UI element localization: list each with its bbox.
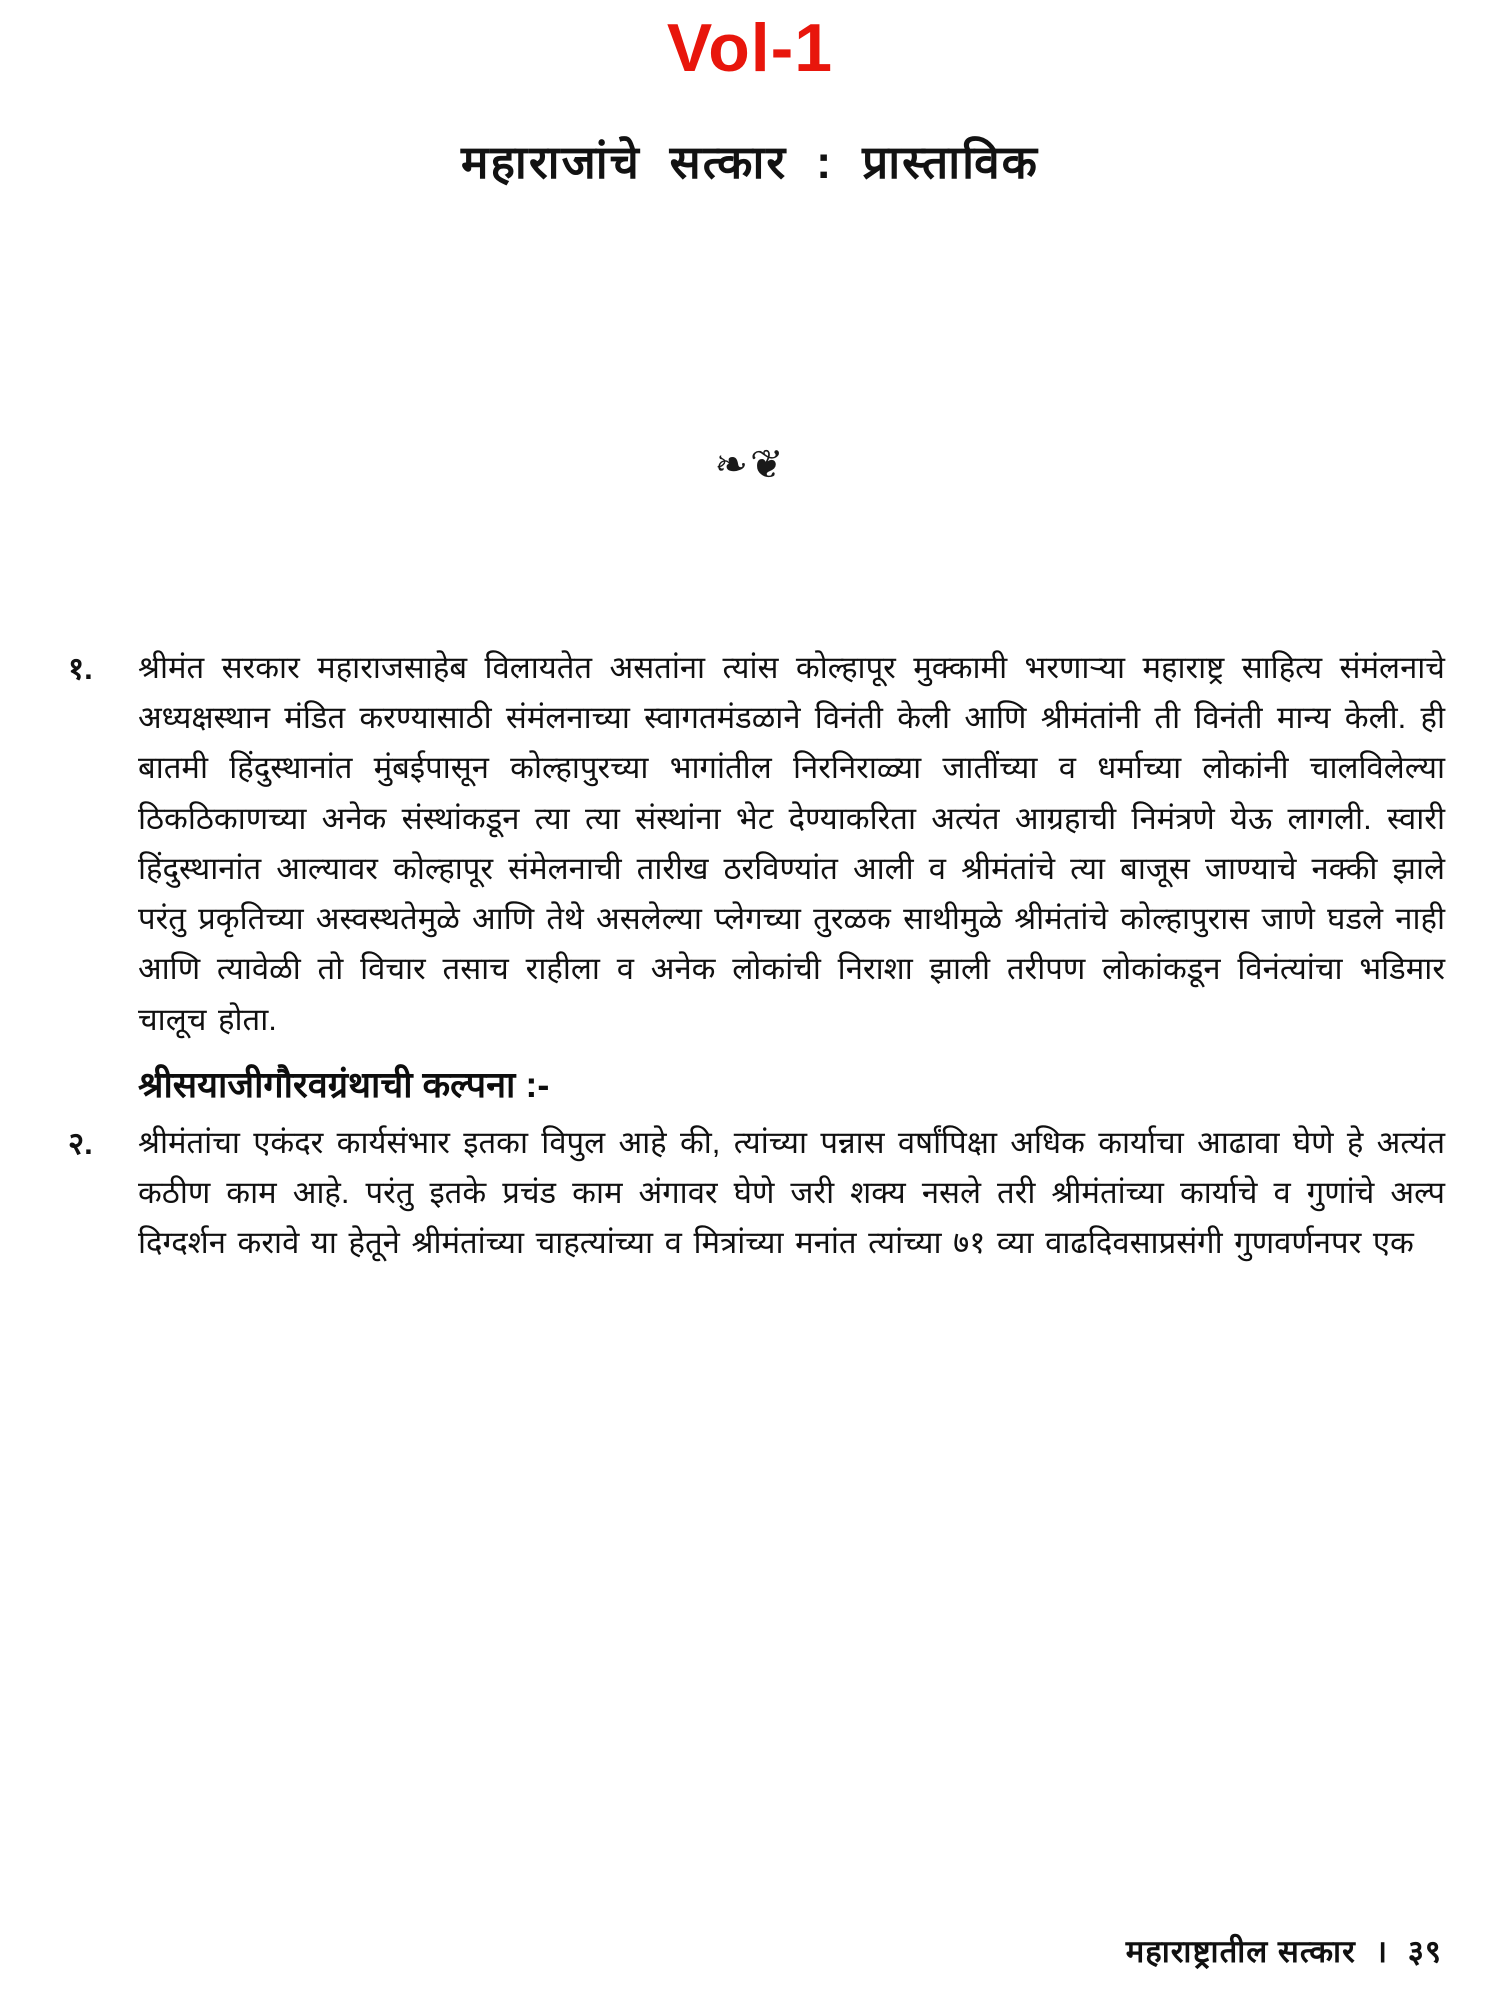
paragraph-item — [60, 1118, 1445, 1269]
page-footer — [1126, 1930, 1442, 1972]
paragraph-item — [60, 643, 1445, 1045]
footer-page-number: ३९ — [1407, 1934, 1442, 1969]
body-content — [0, 643, 1500, 1268]
document-page — [0, 10, 1500, 2014]
paragraph-text: श्रीमंत सरकार महाराजसाहेब विलायतेत असतांना त्यांस कोल्हापूर मुक्कामी भरणाऱ्या महाराष्ट्र साहित्य संमंलनाचे अध्यक्षस्थान मंडित करण्यासाठी संमंलनाच्या स्वागतमंडळाने विनंती केली आणि श्रीमंतांनी ती विनंती मान्य केली. ही बातमी हिंदुस्थानांत मुंबईपासून कोल्हापुरच्या भागांतील निरनिराळ्या जातींच्या व धर्माच्या लोकांनी चालविलेल्या ठिकठिकाणच्या अनेक संस्थांकडून त्या त्या संस्थांना भेट देण्याकरिता अत्यंत आग्रहाची निमंत्रणे येऊ लागली. स्वारी हिंदुस्थानांत आल्यावर कोल्हापूर संमेलनाची तारीख ठरविण्यांत आली व श्रीमंतांचे त्या बाजूस जाण्याचे नक्की झाले परंतु प्रकृतिच्या अस्वस्थतेमुळे आणि तेथे असलेल्या प्लेगच्या तुरळक साथीमुळे श्रीमंतांचे कोल्हापुरास जाणे घडले नाही आणि त्यावेळी तो विचार तसाच राहीला व अनेक लोकांची निराशा झाली तरीपण लोकांकडून विनंत्यांचा भडिमार चालूच होता. — [138, 650, 1445, 1037]
page-title: महाराजांचे सत्कार : प्रास्ताविक — [461, 136, 1039, 188]
paragraph-number: २. — [68, 1125, 93, 1161]
ornament-divider-icon: ❧❦ — [714, 442, 786, 488]
paragraph-text: श्रीमंतांचा एकंदर कार्यसंभार इतका विपुल आहे की, त्यांच्या पन्नास वर्षांपिक्षा अधिक कार्याचा आढावा घेणे हे अत्यंत कठीण काम आहे. परंतु इतके प्रचंड काम अंगावर घेणे जरी शक्य नसले तरी श्रीमंतांच्या कार्याचे व गुणांचे अल्प दिग्दर्शन करावे या हेतूने श्रीमंतांच्या चाहत्यांच्या व मित्रांच्या मनांत त्यांच्या ७१ व्या वाढदिवसाप्रसंगी गुणवर्णनपर एक — [138, 1124, 1445, 1261]
volume-label: Vol-1 — [666, 10, 834, 86]
section-subheading: श्रीसयाजीगौरवग्रंथाची कल्पना :- — [138, 1063, 550, 1105]
footer-separator: । — [1375, 1934, 1389, 1969]
footer-book-title: महाराष्ट्रातील सत्कार — [1125, 1934, 1356, 1969]
paragraph-number: १. — [68, 651, 93, 686]
